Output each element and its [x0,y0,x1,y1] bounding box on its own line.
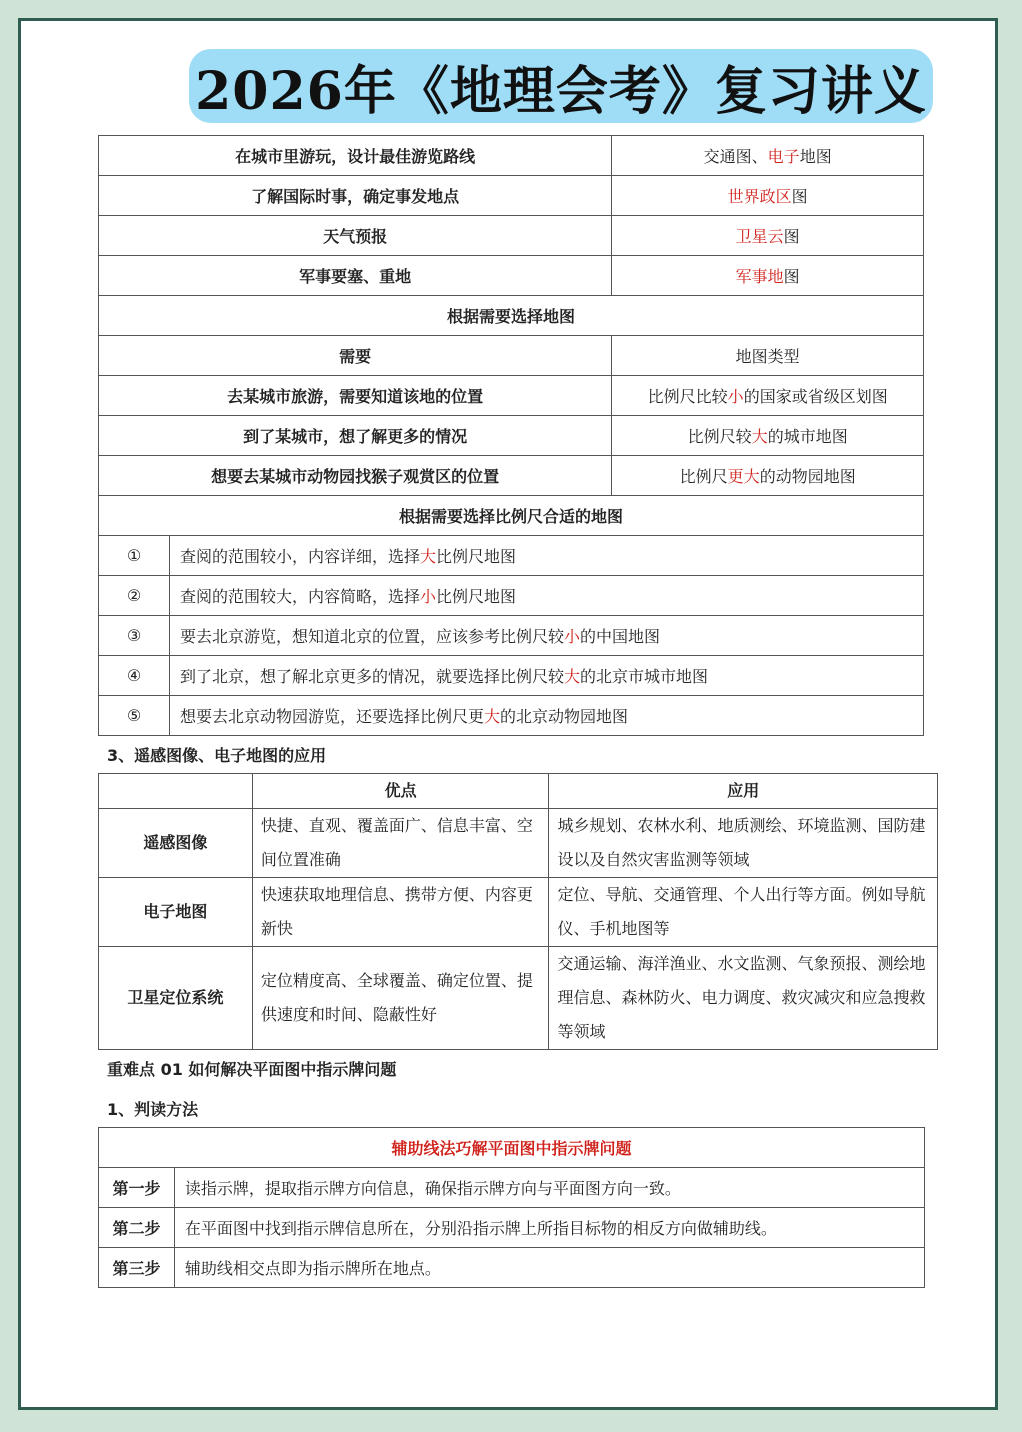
header-advantage: 优点 [252,774,549,809]
numbered-item-cell [99,696,924,736]
method-title: 辅助线法巧解平面图中指示牌问题 [99,1128,925,1168]
plain-text: 的中国地图 [580,627,661,646]
header-application: 应用 [549,774,938,809]
numbered-item-row [99,536,923,575]
advantage-cell: 定位精度高、全球覆盖、确定位置、提供速度和时间、隐蔽性好 [252,947,549,1050]
map-type-cell [612,416,924,456]
item-text [170,536,923,575]
table-row [99,416,924,456]
need-cell: 去某城市旅游，需要知道该地的位置 [99,376,612,416]
plain-text: 查阅的范围较小，内容详细，选择 [180,547,421,566]
application-cell: 交通运输、海洋渔业、水文监测、气象预报、测绘地理信息、森林防火、电力调度、救灾减灾和应急搜救等领域 [549,947,938,1050]
table-row [99,256,924,296]
need-cell: 想要去某城市动物园找猴子观赏区的位置 [99,456,612,496]
method-table [98,1127,925,1288]
step-text: 在平面图中找到指示牌信息所在，分别沿指示牌上所指目标物的相反方向做辅助线。 [174,1208,924,1248]
plain-text: 比例尺地图 [436,547,517,566]
tech-name: 卫星定位系统 [99,947,253,1050]
highlight-text: 世界政区 [727,187,792,206]
map-type-cell [612,216,924,256]
section-title: 根据需要选择地图 [99,296,924,336]
item-number: ③ [99,616,170,655]
numbered-item-row [99,696,923,735]
table-row [99,656,924,696]
application-cell: 定位、导航、交通管理、个人出行等方面。例如导航仪、手机地图等 [549,878,938,947]
map-type-cell [612,256,924,296]
highlight-text: 卫星云 [735,227,784,246]
plain-text: 图 [783,227,800,246]
plain-text: 地图 [799,147,832,166]
table-row [99,176,924,216]
table-row [99,809,938,878]
map-type-cell [612,176,924,216]
application-cell: 城乡规划、农林水利、地质测绘、环境监测、国防建设以及自然灾害监测等领域 [549,809,938,878]
key-point-heading: 重难点 01 如何解决平面图中指示牌问题 [107,1060,397,1079]
need-cell: 天气预报 [99,216,612,256]
table-row [99,376,924,416]
item-text [170,696,923,735]
highlight-text: 小 [727,387,744,406]
plain-text: 的北京市城市地图 [580,667,709,686]
table-row [99,456,924,496]
highlight-text: 大 [484,707,501,726]
table-row [99,696,924,736]
table-row [99,616,924,656]
plain-text: 图 [791,187,808,206]
highlight-text: 大 [564,667,581,686]
map-type-cell [612,376,924,416]
item-text [170,576,923,615]
plain-text: 要去北京游览，想知道北京的位置，应该参考比例尺较 [180,627,565,646]
step-text: 辅助线相交点即为指示牌所在地点。 [174,1248,924,1288]
section3-heading: 3、遥感图像、电子地图的应用 [107,746,327,765]
map-type-cell [612,456,924,496]
table-header-row [99,336,924,376]
tech-name: 电子地图 [99,878,253,947]
plain-text: 交通图、 [703,147,768,166]
highlight-text: 大 [751,427,768,446]
table-row [99,1168,925,1208]
item-number: ② [99,576,170,615]
item-number: ④ [99,656,170,695]
numbered-item-row [99,576,923,615]
plain-text: 想要去北京动物园游览，还要选择比例尺更 [180,707,485,726]
item-number: ① [99,536,170,575]
need-cell: 在城市里游玩，设计最佳游览路线 [99,136,612,176]
need-cell: 到了某城市，想了解更多的情况 [99,416,612,456]
table-row [99,1128,925,1168]
numbered-item-cell [99,616,924,656]
table-row [99,296,924,336]
title-banner [189,49,933,123]
step-label: 第三步 [99,1248,175,1288]
advantage-cell: 快捷、直观、覆盖面广、信息丰富、空间位置准确 [252,809,549,878]
method-heading: 1、判读方法 [107,1100,199,1119]
table-row [99,136,924,176]
table-row [99,947,938,1050]
step-label: 第二步 [99,1208,175,1248]
table-row [99,1208,925,1248]
need-cell: 了解国际时事，确定事发地点 [99,176,612,216]
highlight-text: 大 [420,547,437,566]
header-need: 需要 [99,336,612,376]
numbered-item-cell [99,576,924,616]
plain-text: 的动物园地图 [759,467,856,486]
highlight-text: 更大 [727,467,760,486]
advantage-cell: 快速获取地理信息、携带方便、内容更新快 [252,878,549,947]
highlight-text: 军事地 [735,267,784,286]
numbered-item-row [99,656,923,695]
plain-text: 的北京动物园地图 [500,707,629,726]
plain-text: 图 [783,267,800,286]
table-row [99,216,924,256]
plain-text: 查阅的范围较大，内容简略，选择 [180,587,421,606]
step-label: 第一步 [99,1168,175,1208]
header-type: 地图类型 [612,336,924,376]
item-number: ⑤ [99,696,170,735]
section-title: 根据需要选择比例尺合适的地图 [99,496,924,536]
plain-text: 到了北京，想了解北京更多的情况，就要选择比例尺较 [180,667,565,686]
plain-text: 的城市地图 [767,427,848,446]
plain-text: 比例尺比较 [647,387,728,406]
page-title: 2026年《地理会考》复习讲义 [195,60,927,122]
need-cell: 军事要塞、重地 [99,256,612,296]
plain-text: 比例尺地图 [436,587,517,606]
table-row [99,878,938,947]
tech-name: 遥感图像 [99,809,253,878]
table-header-row [99,774,938,809]
numbered-item-cell [99,536,924,576]
highlight-text: 小 [420,587,437,606]
table-row [99,1248,925,1288]
plain-text: 比例尺 [679,467,728,486]
page [18,18,998,1410]
table-row [99,576,924,616]
numbered-item-cell [99,656,924,696]
highlight-text: 小 [564,627,581,646]
numbered-item-row [99,616,923,655]
plain-text: 比例尺较 [687,427,752,446]
map-selection-table [98,135,924,736]
item-text [170,616,923,655]
item-text [170,656,923,695]
highlight-text: 电子 [767,147,800,166]
application-table [98,773,938,1050]
plain-text: 的国家或省级区划图 [743,387,888,406]
map-type-cell [612,136,924,176]
table-row [99,536,924,576]
header-blank [99,774,253,809]
table-row [99,496,924,536]
step-text: 读指示牌，提取指示牌方向信息，确保指示牌方向与平面图方向一致。 [174,1168,924,1208]
